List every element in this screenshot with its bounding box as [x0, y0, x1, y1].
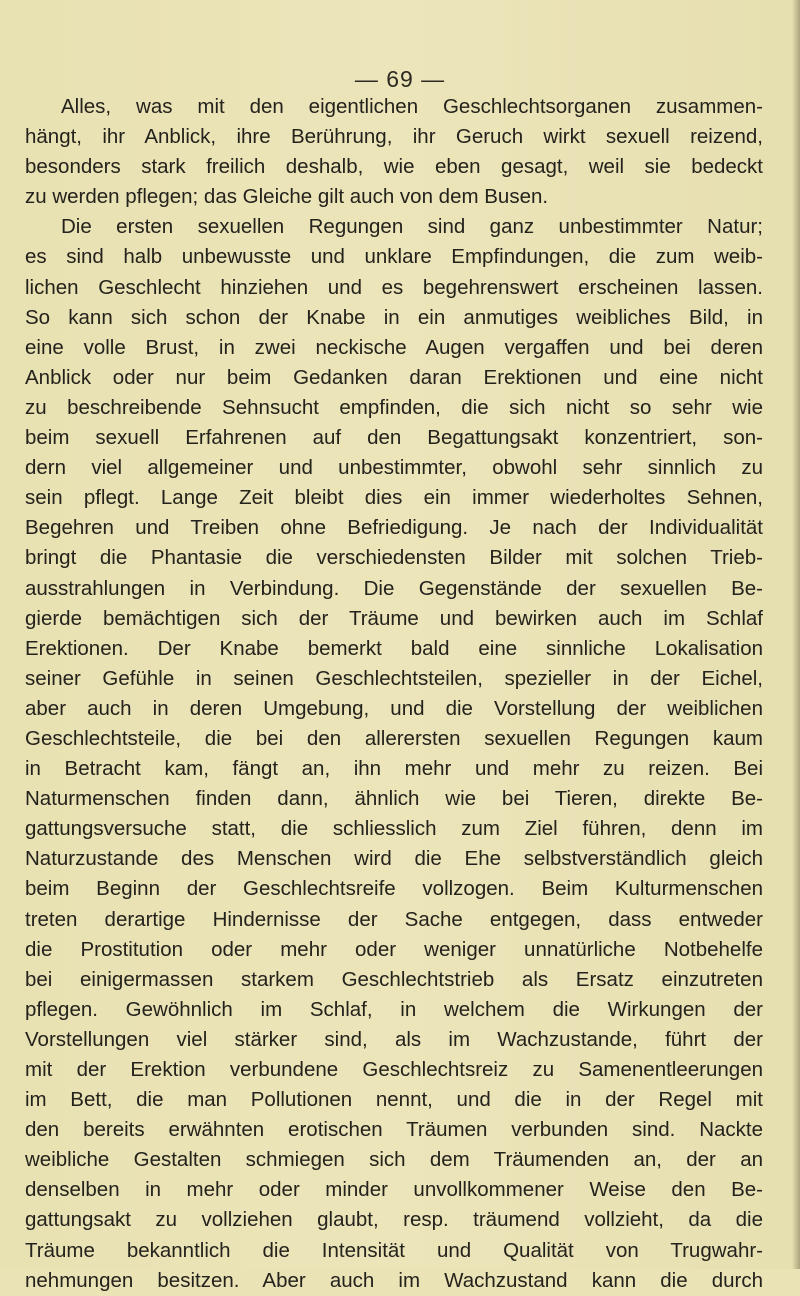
text-line: gattungsakt zu vollziehen glaubt, resp. träumend vollzieht, da die: [25, 1208, 763, 1232]
text-line: eine volle Brust, in zwei neckische Augen vergaffen und bei deren: [25, 335, 763, 359]
text-line: zu werden pflegen; das Gleiche gilt auch von dem Busen.: [25, 185, 549, 209]
text-line: treten derartige Hindernisse der Sache entgegen, dass entweder: [25, 907, 763, 931]
text-line: mit der Erektion verbundene Geschlechtsreiz zu Samenentleerungen: [25, 1058, 763, 1081]
text-line: pflegen. Gewöhnlich im Schlaf, in welchem die Wirkungen der: [25, 997, 763, 1021]
text-line: Geschlechtsteile, die bei den allerersten sexuellen Regungen kaum: [25, 726, 763, 750]
text-line: Alles, was mit den eigentlichen Geschlechtsorganen zusammen-: [61, 95, 763, 118]
text-line: Die ersten sexuellen Regungen sind ganz unbestimmter Natur;: [61, 215, 763, 239]
text-line: denselben in mehr oder minder unvollkommener Weise den Be-: [25, 1178, 763, 1202]
text-line: Vorstellungen viel stärker sind, als im Wachzustande, führt der: [25, 1027, 763, 1051]
body-text: [25, 92, 763, 1296]
text-line: Naturzustande des Menschen wird die Ehe selbstverständlich gleich: [25, 847, 763, 871]
text-line: sein pflegt. Lange Zeit bleibt dies ein immer wiederholtes Sehnen,: [25, 486, 763, 510]
page-edge-shadow: [792, 0, 800, 1269]
text-line: den bereits erwähnten erotischen Träumen verbunden sind. Nackte: [25, 1118, 763, 1142]
text-line: Begehren und Treiben ohne Befriedigung. Je nach der Individualität: [25, 516, 763, 540]
text-line: hängt, ihr Anblick, ihre Berührung, ihr Geruch wirkt sexuell reizend,: [25, 125, 763, 149]
text-line: im Bett, die man Pollutionen nennt, und die in der Regel mit: [25, 1088, 763, 1112]
text-line: bringt die Phantasie die verschiedensten Bilder mit solchen Trieb-: [25, 546, 763, 570]
text-line: gattungsversuche statt, die schliesslich zum Ziel führen, denn im: [25, 817, 763, 841]
text-line: es sind halb unbewusste und unklare Empfindungen, die zum weib-: [25, 245, 763, 269]
text-line: die Prostitution oder mehr oder weniger unnatürliche Notbehelfe: [25, 937, 763, 961]
text-line: seiner Gefühle in seinen Geschlechtsteilen, spezieller in der Eichel,: [25, 666, 763, 690]
text-line: beim Beginn der Geschlechtsreife vollzogen. Beim Kulturmenschen: [25, 877, 763, 901]
page-number: — 69 —: [354, 66, 446, 92]
text-line: ausstrahlungen in Verbindung. Die Gegenstände der sexuellen Be-: [25, 576, 763, 600]
text-line: dern viel allgemeiner und unbestimmter, obwohl sehr sinnlich zu: [25, 456, 763, 480]
text-line: aber auch in deren Umgebung, und die Vorstellung der weiblichen: [25, 696, 763, 720]
text-line: zu beschreibende Sehnsucht empfinden, die sich nicht so sehr wie: [25, 395, 763, 419]
text-line: in Betracht kam, fängt an, ihn mehr und mehr zu reizen. Bei: [25, 757, 763, 781]
text-line: bei einigermassen starkem Geschlechtstrieb als Ersatz einzutreten: [25, 967, 763, 991]
text-line: Naturmenschen finden dann, ähnlich wie bei Tieren, direkte Be-: [25, 787, 763, 811]
text-line: Träume bekanntlich die Intensität und Qualität von Trugwahr-: [25, 1238, 763, 1262]
text-line: gierde bemächtigen sich der Träume und bewirken auch im Schlaf: [25, 606, 763, 630]
text-line: Erektionen. Der Knabe bemerkt bald eine sinnliche Lokalisation: [25, 636, 763, 660]
text-line: lichen Geschlecht hinziehen und es begehrenswert erscheinen lassen.: [25, 275, 763, 299]
text-line: weibliche Gestalten schmiegen sich dem Träumenden an, der an: [25, 1148, 763, 1172]
text-line: besonders stark freilich deshalb, wie eben gesagt, weil sie bedeckt: [25, 155, 763, 179]
text-line: So kann sich schon der Knabe in ein anmutiges weibliches Bild, in: [25, 305, 763, 329]
text-line: nehmungen besitzen. Aber auch im Wachzustand kann die durch: [25, 1268, 763, 1292]
text-line: beim sexuell Erfahrenen auf den Begattungsakt konzentriert, son-: [25, 426, 763, 450]
text-line: Anblick oder nur beim Gedanken daran Erektionen und eine nicht: [25, 365, 763, 389]
